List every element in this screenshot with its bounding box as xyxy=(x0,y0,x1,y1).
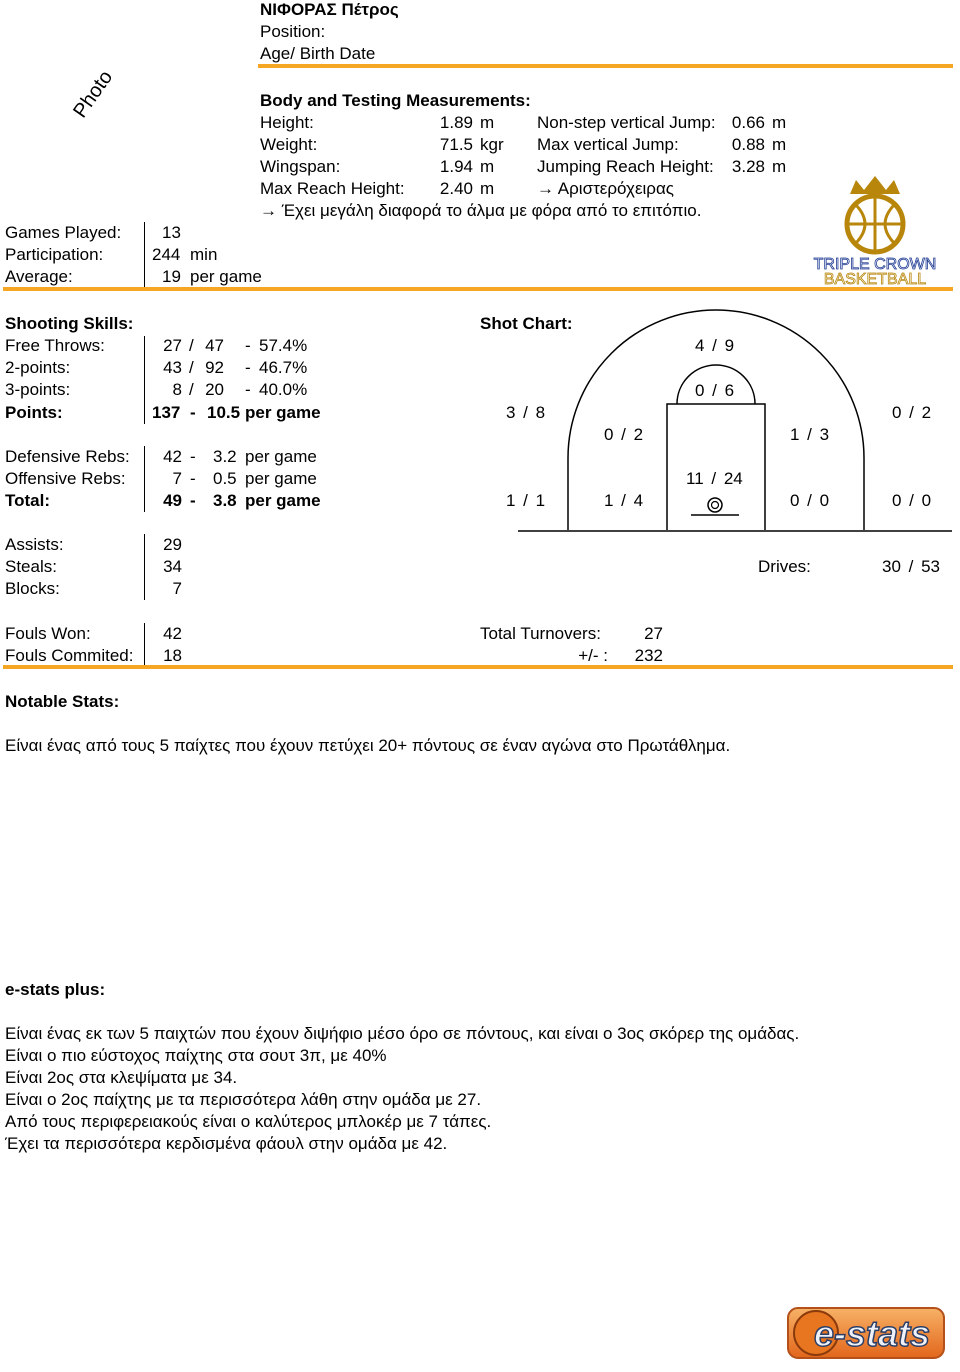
turnovers-value: 27 xyxy=(644,624,663,643)
off-rebs-label: Offensive Rebs: xyxy=(5,469,126,488)
estats-line: Είναι ο πιο εύστοχος παίχτης στα σουτ 3π, με 40% xyxy=(5,1046,387,1065)
games-played-value: 13 xyxy=(162,223,181,242)
nonstep-value: 0.66 xyxy=(731,113,765,132)
blocks-value: 7 xyxy=(172,579,182,598)
wingspan-label: Wingspan: xyxy=(260,157,341,176)
shot-top: 4 / 9 xyxy=(695,336,735,355)
fouls-commited-label: Fouls Commited: xyxy=(5,646,134,665)
weight-label: Weight: xyxy=(260,135,318,154)
estats-logo-text: e-stats xyxy=(813,1313,931,1354)
shot-left-baseline: 1 / 4 xyxy=(604,491,644,510)
average-value: 19 xyxy=(162,267,181,286)
estats-line: Από τους περιφερειακούς είναι ο καλύτερος μπλοκέρ με 7 τάπες. xyxy=(5,1112,492,1131)
total-rebs-unit: per game xyxy=(245,491,321,510)
logo-text-line1: TRIPLE CROWN xyxy=(813,256,937,273)
height-unit: m xyxy=(480,113,495,132)
shot-chart-title: Shot Chart: xyxy=(480,314,573,333)
ft-label: Free Throws: xyxy=(5,336,105,355)
maxreach-value: 2.40 xyxy=(439,179,473,198)
off-rebs-unit: per game xyxy=(245,469,317,488)
total-rebs-value: 49 xyxy=(163,491,182,510)
fouls-commited-value: 18 xyxy=(163,646,182,665)
turnovers-label: Total Turnovers: xyxy=(480,624,601,643)
steals-value: 34 xyxy=(163,557,182,576)
shot-top-key: 0 / 6 xyxy=(695,381,735,400)
points-unit: per game xyxy=(245,403,321,422)
off-rebs-avg: 0.5 xyxy=(213,469,237,488)
jumpreach-unit: m xyxy=(772,157,787,176)
assists-value: 29 xyxy=(163,535,182,554)
estats-title: e-stats plus: xyxy=(5,980,106,999)
jumpreach-label: Jumping Reach Height: xyxy=(537,157,714,176)
total-rebs-avg: 3.8 xyxy=(213,491,237,510)
ft-att: 47 xyxy=(205,336,224,355)
hoop-icon xyxy=(708,498,722,512)
games-played-label: Games Played: xyxy=(5,223,122,242)
participation-label: Participation: xyxy=(5,245,104,264)
p2-att: 92 xyxy=(205,358,224,377)
p3-att: 20 xyxy=(205,380,224,399)
fouls-won-label: Fouls Won: xyxy=(5,624,91,643)
def-rebs-label: Defensive Rebs: xyxy=(5,447,130,466)
estats-line: Είναι ένας εκ των 5 παιχτών που έχουν διψήφιο μέσο όρο σε πόντους, και είναι ο 3ος σκόρερ της ομάδας. xyxy=(5,1024,800,1043)
jumpreach-value: 3.28 xyxy=(731,157,765,176)
points-label: Points: xyxy=(5,403,63,422)
p2-label: 2-points: xyxy=(5,358,71,377)
shot-right-elbow: 1 / 3 xyxy=(790,425,830,444)
p3-label: 3-points: xyxy=(5,380,71,399)
off-rebs-value: 7 xyxy=(172,469,182,488)
shot-right-baseline: 0 / 0 xyxy=(790,491,830,510)
notable-title: Notable Stats: xyxy=(5,692,120,711)
plus-minus-label: +/- : xyxy=(578,646,608,665)
nonstep-label: Non-step vertical Jump: xyxy=(537,113,716,132)
points-value: 137 xyxy=(152,403,181,422)
estats-line: Έχει τα περισσότερα κερδισμένα φάουλ στην ομάδα με 42. xyxy=(5,1134,448,1153)
assists-label: Assists: xyxy=(5,535,64,554)
def-rebs-avg: 3.2 xyxy=(213,447,237,466)
p3-made: 8 xyxy=(172,380,182,399)
average-label: Average: xyxy=(5,267,73,286)
total-rebs-label: Total: xyxy=(5,491,51,510)
maxvert-unit: m xyxy=(772,135,787,154)
nonstep-unit: m xyxy=(772,113,787,132)
height-value: 1.89 xyxy=(439,113,473,132)
drives-label: Drives: xyxy=(758,557,811,576)
player-name: ΝΙΦΟΡΑΣ Πέτρος xyxy=(260,0,399,19)
estats-line: Είναι ο 2ος παίχτης με τα περισσότερα λάθη στην ομάδα με 27. xyxy=(5,1090,482,1109)
logo-text-line2: BASKETBALL xyxy=(823,271,927,286)
position-label: Position: xyxy=(260,22,326,41)
age-label: Age/ Birth Date xyxy=(260,44,376,63)
def-rebs-value: 42 xyxy=(163,447,182,466)
shot-left-wing-3: 3 / 8 xyxy=(506,403,546,422)
measurements-title: Body and Testing Measurements: xyxy=(260,91,531,110)
fouls-won-value: 42 xyxy=(163,624,182,643)
height-label: Height: xyxy=(260,113,314,132)
average-unit: per game xyxy=(190,267,262,286)
shot-left-corner-3: 1 / 1 xyxy=(506,491,546,510)
shot-left-elbow: 0 / 2 xyxy=(604,425,644,444)
points-avg: 10.5 xyxy=(207,403,241,422)
wingspan-value: 1.94 xyxy=(439,157,473,176)
hand-note: → Αριστερόχειρας xyxy=(537,179,674,198)
participation-unit: min xyxy=(190,245,218,264)
wingspan-unit: m xyxy=(480,157,495,176)
maxreach-unit: m xyxy=(480,179,495,198)
photo-label: Photo xyxy=(69,66,118,123)
weight-unit: kgr xyxy=(480,135,504,154)
blocks-label: Blocks: xyxy=(5,579,60,598)
p2-pct: 46.7% xyxy=(259,358,308,377)
maxvert-value: 0.88 xyxy=(731,135,765,154)
shooting-title: Shooting Skills: xyxy=(5,314,134,333)
participation-value: 244 xyxy=(152,245,181,264)
maxvert-label: Max vertical Jump: xyxy=(537,135,679,154)
shot-paint: 11 / 24 xyxy=(686,469,743,488)
plus-minus-value: 232 xyxy=(634,646,663,665)
p2-made: 43 xyxy=(163,358,182,377)
steals-label: Steals: xyxy=(5,557,57,576)
estats-line: Είναι 2ος στα κλεψίματα με 34. xyxy=(5,1068,238,1087)
def-rebs-unit: per game xyxy=(245,447,317,466)
shot-chart-court xyxy=(0,0,960,680)
measurement-note: → Έχει μεγάλη διαφορά το άλμα με φόρα από το επιτόπιο. xyxy=(260,201,702,220)
estats-logo xyxy=(786,1304,946,1362)
shot-right-corner-3: 0 / 0 xyxy=(892,491,932,510)
ft-made: 27 xyxy=(163,336,182,355)
notable-line: Είναι ένας από τους 5 παίχτες που έχουν πετύχει 20+ πόντους σε έναν αγώνα στο Πρωτάθλημα. xyxy=(5,736,731,755)
maxreach-label: Max Reach Height: xyxy=(260,179,405,198)
drives-value: 30 / 53 xyxy=(882,557,940,576)
p3-pct: 40.0% xyxy=(259,380,308,399)
shot-right-wing-3: 0 / 2 xyxy=(892,403,932,422)
ft-pct: 57.4% xyxy=(259,336,308,355)
paint-lines xyxy=(667,404,765,530)
weight-value: 71.5 xyxy=(439,135,473,154)
